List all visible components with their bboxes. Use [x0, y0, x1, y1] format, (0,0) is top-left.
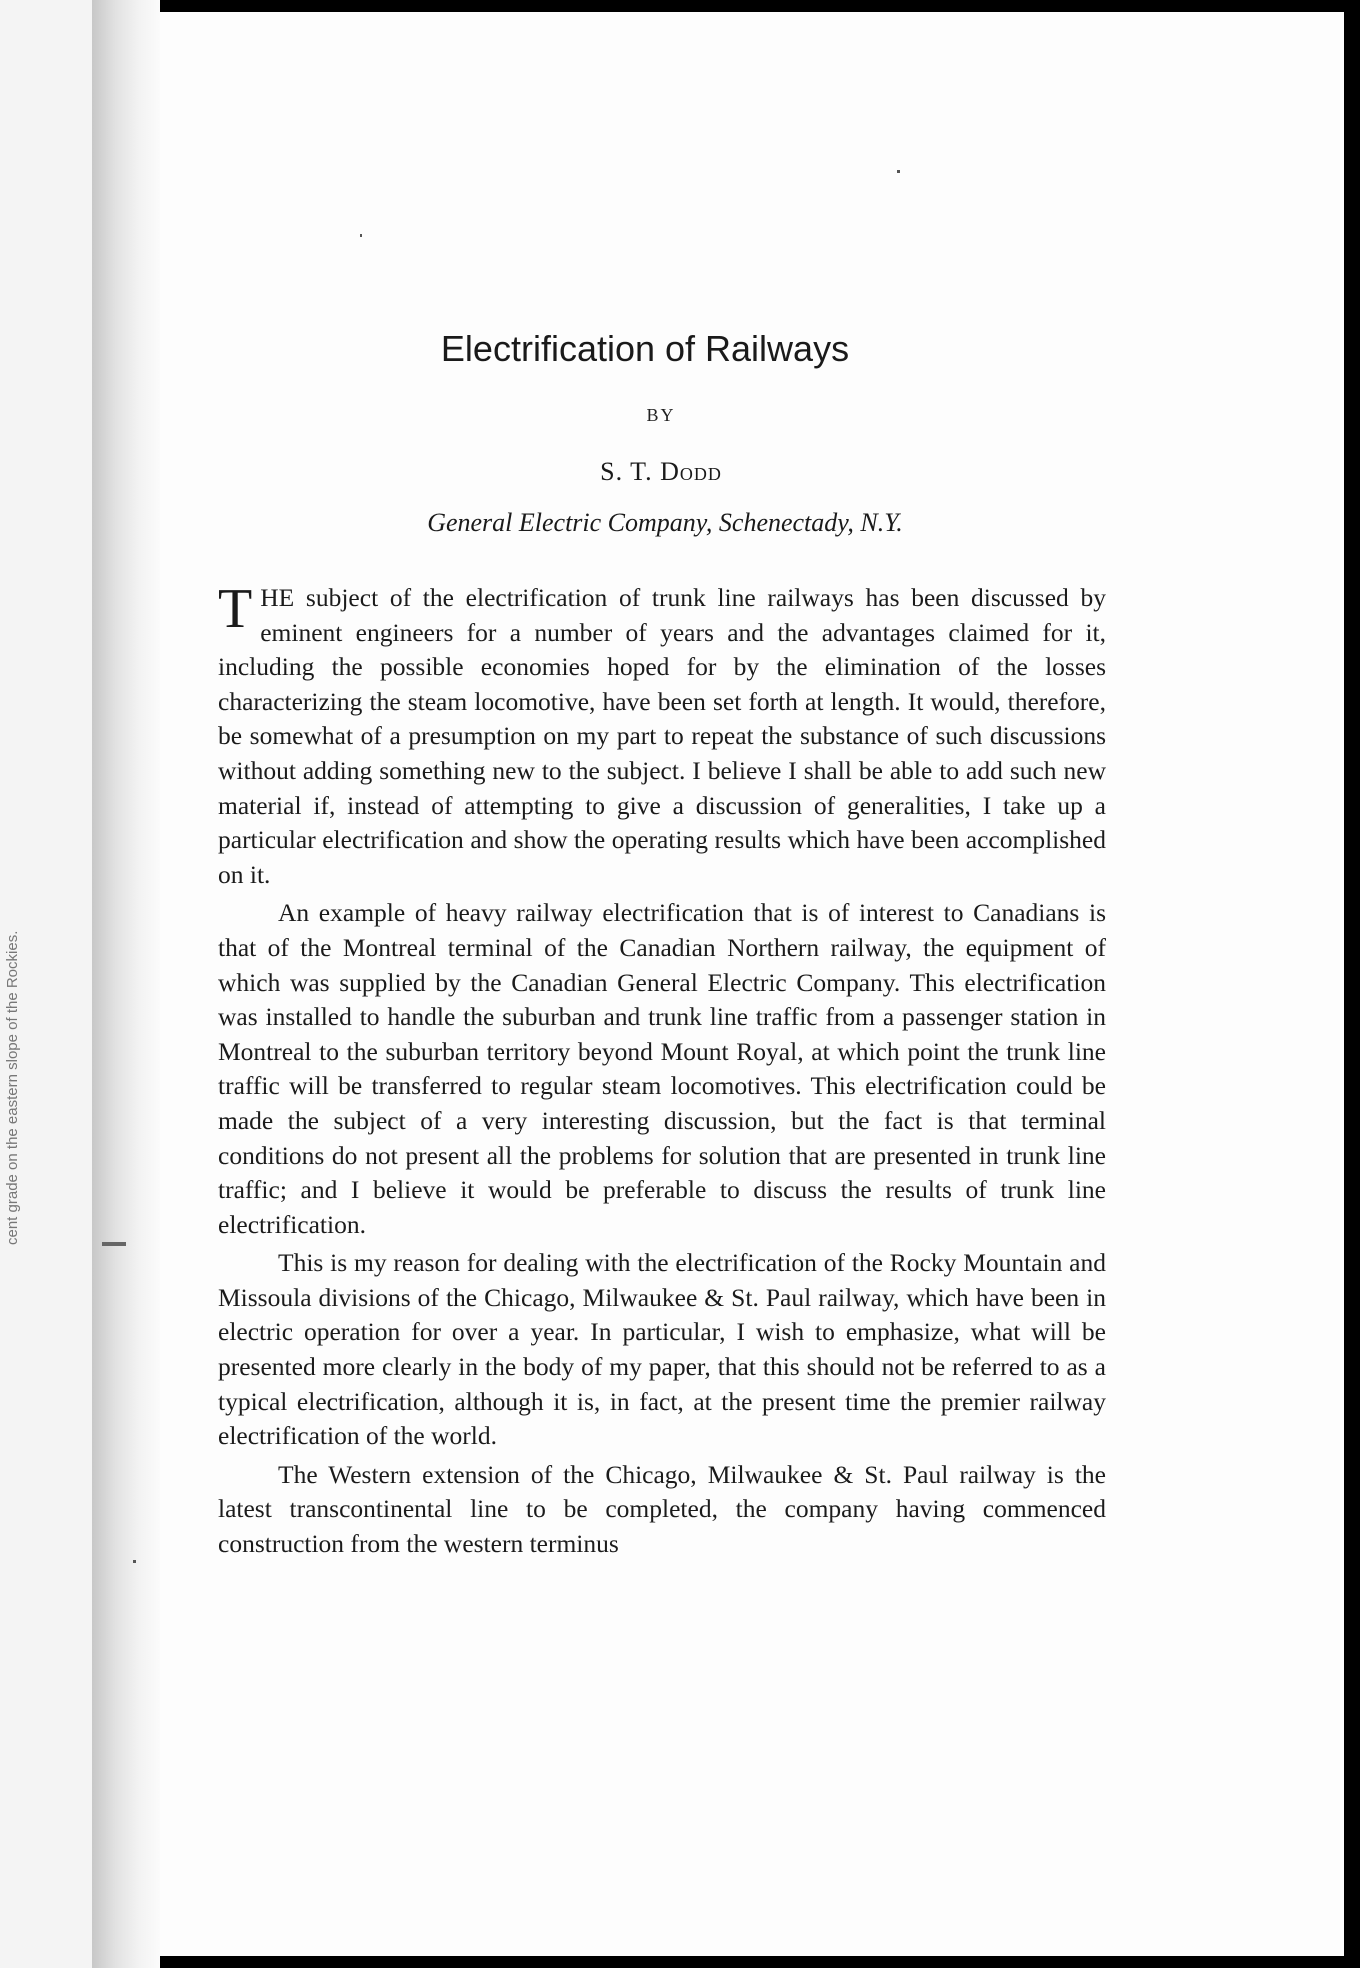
paragraph-text: HE subject of the electrification of trunk line railways has been discussed by eminent engineers for a number of years and the advantages claimed for it, including the possible economies hoped for by the elimination of the losses characterizing the steam locomotive, have been set forth at length. It would, therefore, be somewhat of a presumption on my part to repeat the substance of such discussions without adding something new to the subject. I believe I shall be able to add such new material if, instead of attempting to give a discussion of generalities, I take up a particular electrification and show the operating results which have been accomplished on it. [218, 583, 1106, 889]
paragraph: This is my reason for dealing with the electrification of the Rocky Mountain and Missoula divisions of the Chicago, Milwaukee & St. Paul railway, which have been in electric operation for over a year. In particular, I wish to emphasize, what will be presented more clearly in the body of my paper, that this should not be referred to as a typical electrification, although it is, in fact, at the present time the premier railway electrification of the world. [218, 1248, 1106, 1451]
paragraph: An example of heavy railway electrification that is of interest to Canadians is that of the Montreal terminal of the Canadian Northern railway, the equipment of which was supplied by the Canadian General Electric Company. This electrification was installed to handle the suburban and trunk line traffic from a passenger station in Montreal to the suburban territory beyond Mount Royal, at which point the trunk line traffic will be transferred to regular steam locomotives. This electrification could be made the subject of a very interesting discussion, but the fact is that terminal conditions do not present all the problems for solution that are presented in trunk line traffic; and I believe it would be preferable to discuss the results of trunk line electrification. [218, 898, 1106, 1239]
drop-cap: T [218, 578, 253, 640]
paragraph: The Western extension of the Chicago, Milwaukee & St. Paul railway is the latest transcontinental line to be completed, the company having commenced construction from the western terminus [218, 1459, 1106, 1559]
ink-speck [897, 170, 900, 173]
ink-speck [360, 234, 362, 237]
author-name: S. T. Dodd [600, 457, 722, 486]
article-title: Electrification of Railways [440, 328, 850, 369]
article-body [218, 578, 1106, 1566]
author-affiliation: General Electric Company, Schenectady, N.Y. [427, 508, 903, 537]
spine-text: cent grade on the eastern slope of the Rockies. [4, 930, 21, 1245]
byline: BY [646, 405, 676, 425]
ink-speck [133, 1560, 136, 1563]
left-margin [0, 0, 92, 1968]
ink-smudge [102, 1242, 126, 1246]
paragraph [218, 578, 1106, 892]
book-spine-shadow [92, 0, 160, 1968]
